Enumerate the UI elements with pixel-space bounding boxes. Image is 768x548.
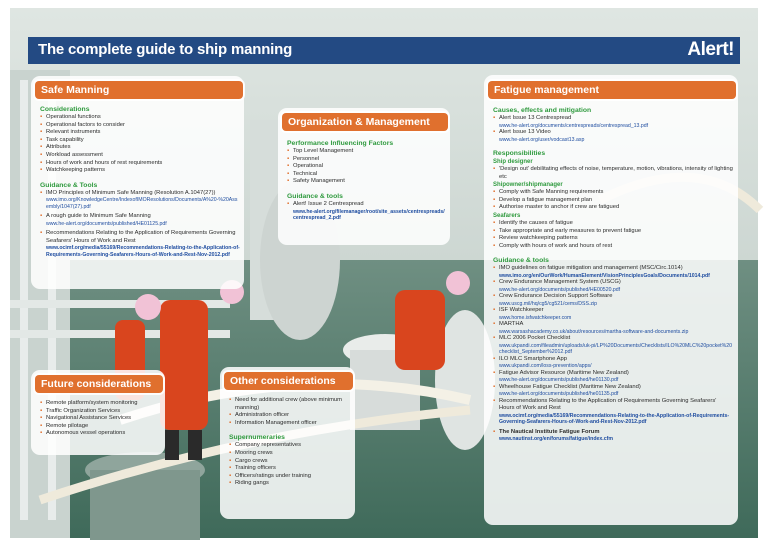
list-item: ▪ Attributes [40,144,240,152]
link[interactable]: www.uscg.mil/hq/cg5/cg521/cems/DSS.zip [499,300,598,307]
list-item: ▪ Safety Management [287,178,445,186]
list-item: ▪ Crew Endurance Decision Support Software [493,293,733,301]
guidance-tools-heading: Guidance & Tools [40,181,98,189]
list-item: ▪ MARTHA [493,321,733,329]
list-item: ▪ Workload assessment [40,152,240,160]
causes-heading: Causes, effects and mitigation [493,107,592,114]
link[interactable]: www.he-alert.org/documents/published/HE00520.pdf [499,286,621,293]
list-item: ▪ Need for additional crew (above minimum manning) [229,397,353,412]
link[interactable]: www.ukpandi.com/loss-prevention/apps/ [499,363,592,370]
list-item: ▪ Cargo crews [229,458,353,466]
link[interactable]: www.he-alert.org/documents/published/he01130.pdf [499,377,619,384]
fatigue-content [493,106,733,443]
list-item: ▪ Comply with Safe Manning requirements [493,189,733,197]
future-heading: Future considerations [35,375,163,393]
list-item: ▪ Recommendations Relating to the Application of Requirements Governing Seafarers' Hours of Work and Rest [493,398,733,413]
safe-manning-heading: Safe Manning [35,81,243,99]
list-item: ▪ Comply with hours of work and hours of rest [493,243,733,251]
considerations-list [40,114,240,175]
supernumeraries-heading: Supernumeraries [229,434,285,442]
link[interactable]: www.he-alert.org/documents/published/HE01125.pdf [46,220,167,227]
list-item: ▪ Top Level Management [287,148,445,156]
list-item: ▪ Hours of work and hours of rest requirements [40,160,240,168]
list-item: ▪ Fatigue Advisor Resource (Maritime New Zealand) [493,370,733,378]
list-item: ▪ ILO MLC Smartphone App [493,356,733,364]
seafarers-heading: Seafarers [493,212,521,219]
link[interactable]: www.he-alert.org/documents/centrespreads/centrespread_13.pdf [499,122,649,129]
list-item: ▪ Develop a fatigue management plan [493,197,733,205]
future-content [40,400,164,438]
list-item: ▪ Wheelhouse Fatigue Checklist (Maritime New Zealand) [493,384,733,392]
list-item: ▪ Personnel [287,156,445,164]
org-management-heading: Organization & Management [282,113,448,131]
responsibilities-heading: Responsibilities [493,150,546,157]
guidance-tools-heading: Guidance & tools [493,257,549,265]
list-item: ▪ Officers/ratings under training [229,473,353,481]
list-item: ▪ Information Management officer [229,420,353,428]
list-item: ▪ Remote pilotage [40,423,164,431]
list-item: ▪ IMO guidelines on fatigue mitigation and management (MSC/Circ.1014) [493,265,733,273]
list-item: ▪ Administration officer [229,412,353,420]
org-management-content [287,139,445,221]
ship-designer-heading: Ship designer [493,159,533,165]
list-item: ▪ Authorise master to anchor if crew are fatigued [493,204,733,212]
list-item: ▪ Crew Endurance Management System (USCG) [493,279,733,287]
list-item: ▪ Traffic Organization Services [40,408,164,416]
other-heading: Other considerations [224,372,353,390]
link[interactable]: www.he-alert.org/documents/published/he01135.pdf [499,391,619,398]
list-item: ▪ Riding gangs [229,480,353,488]
list-item: ▪ Autonomous vessel operations [40,430,164,438]
list-item: ▪ Operational [287,163,445,171]
list-item: ▪ Task capability [40,137,240,145]
fatigue-heading: Fatigue management [488,81,736,99]
link[interactable]: www.ocimf.org/media/55169/Recommendations-Relating-to-the-Application-of-Requirements-Governing-Seafarers-Hours-of-Work-and-Rest-Nov-2012.pdf [499,412,730,426]
list-item: ▪ Take appropriate and early measures to prevent fatigue [493,228,733,236]
link[interactable]: www.ukpandi.com/fileadmin/uploads/uk-pi/LP%20Documents/Checklists/ILO%20MLC%20pocket%20checklist_September%2012.pdf [499,342,732,356]
link[interactable]: www.nautinst.org/en/forums/fatigue/index.cfm [499,436,613,443]
list-item: ▪ 'Design out' debilitating effects of noise, temperature, motion, vibrations, intensity of lighting etc [493,166,733,181]
list-item: ▪ Technical [287,171,445,179]
list-item: ▪ Operational functions [40,114,240,122]
other-content [229,397,353,488]
shipowner-heading: Shipowner/shipmanager [493,182,563,189]
list-item: ▪ Identify the causes of fatigue [493,220,733,228]
link[interactable]: www.ocimf.org/media/55169/Recommendations-Relating-to-the-Application-of-Requirements-Governing-Seafarers-Hours-of-Work-and-Rest-Nov-2012.pdf [46,245,240,258]
safe-manning-content [40,105,240,258]
list-item: ▪ Relevant instruments [40,129,240,137]
list-item: ▪ Mooring crews [229,450,353,458]
list-item: ▪ A rough guide to Minimum Safe Manning [40,213,240,221]
title-bar [28,37,740,64]
list-item: ▪ Company representatives [229,442,353,450]
guidance-tools-heading: Guidance & tools [287,192,343,200]
list-item: ▪ Alert Issue 13 Centrespread [493,115,733,123]
list-item: ▪ Alert Issue 13 Video [493,129,733,137]
pif-heading: Performance Influencing Factors [287,140,394,147]
list-item: ▪ Training officers [229,465,353,473]
link[interactable]: www.imo.org/KnowledgeCentre/IndexofIMOResolutions/Documents/A%20-%20Assembly/1047(27).pdf [46,197,238,210]
list-item: ▪ Recommendations Relating to the Application of Requirements Governing Seafarers' Hours of Work and Rest [40,230,240,245]
list-item: ▪ Remote platform/system monitoring [40,400,164,408]
list-item: ▪ The Nautical Institute Fatigue Forum [493,429,733,437]
list-item: ▪ Alert! Issue 2 Centrespread [287,201,445,209]
list-item: ▪ ISF Watchkeeper [493,307,733,315]
page-title: The complete guide to ship manning [38,41,293,58]
link[interactable]: www.warsashacademy.co.uk/about/resources/martha-software-and-documents.zip [499,328,689,335]
considerations-heading: Considerations [40,106,90,113]
list-item: ▪ Navigational Assistance Services [40,415,164,423]
list-item: ▪ Operational factors to consider [40,122,240,130]
list-item: ▪ IMO Principles of Minimum Safe Manning (Resolution A.1047(27)) [40,190,240,198]
link[interactable]: www.he-alert.org/filemanager/root/site_assets/centrespreads/centrespread_2.pdf [293,208,445,221]
link[interactable]: www.home.isfwatchkeeper.com [499,314,572,321]
list-item: ▪ Watchkeeping patterns [40,167,240,175]
alert-logo: Alert! [687,39,734,60]
list-item: ▪ Review watchkeeping patterns [493,235,733,243]
link[interactable]: www.he-alert.org/user/vodcast13.asp [499,136,585,143]
list-item: ▪ MLC 2006 Pocket Checklist [493,335,733,343]
link[interactable]: www.imo.org/en/OurWork/HumanElement/VisionPrinciplesGoals/Documents/1014.pdf [499,272,710,279]
